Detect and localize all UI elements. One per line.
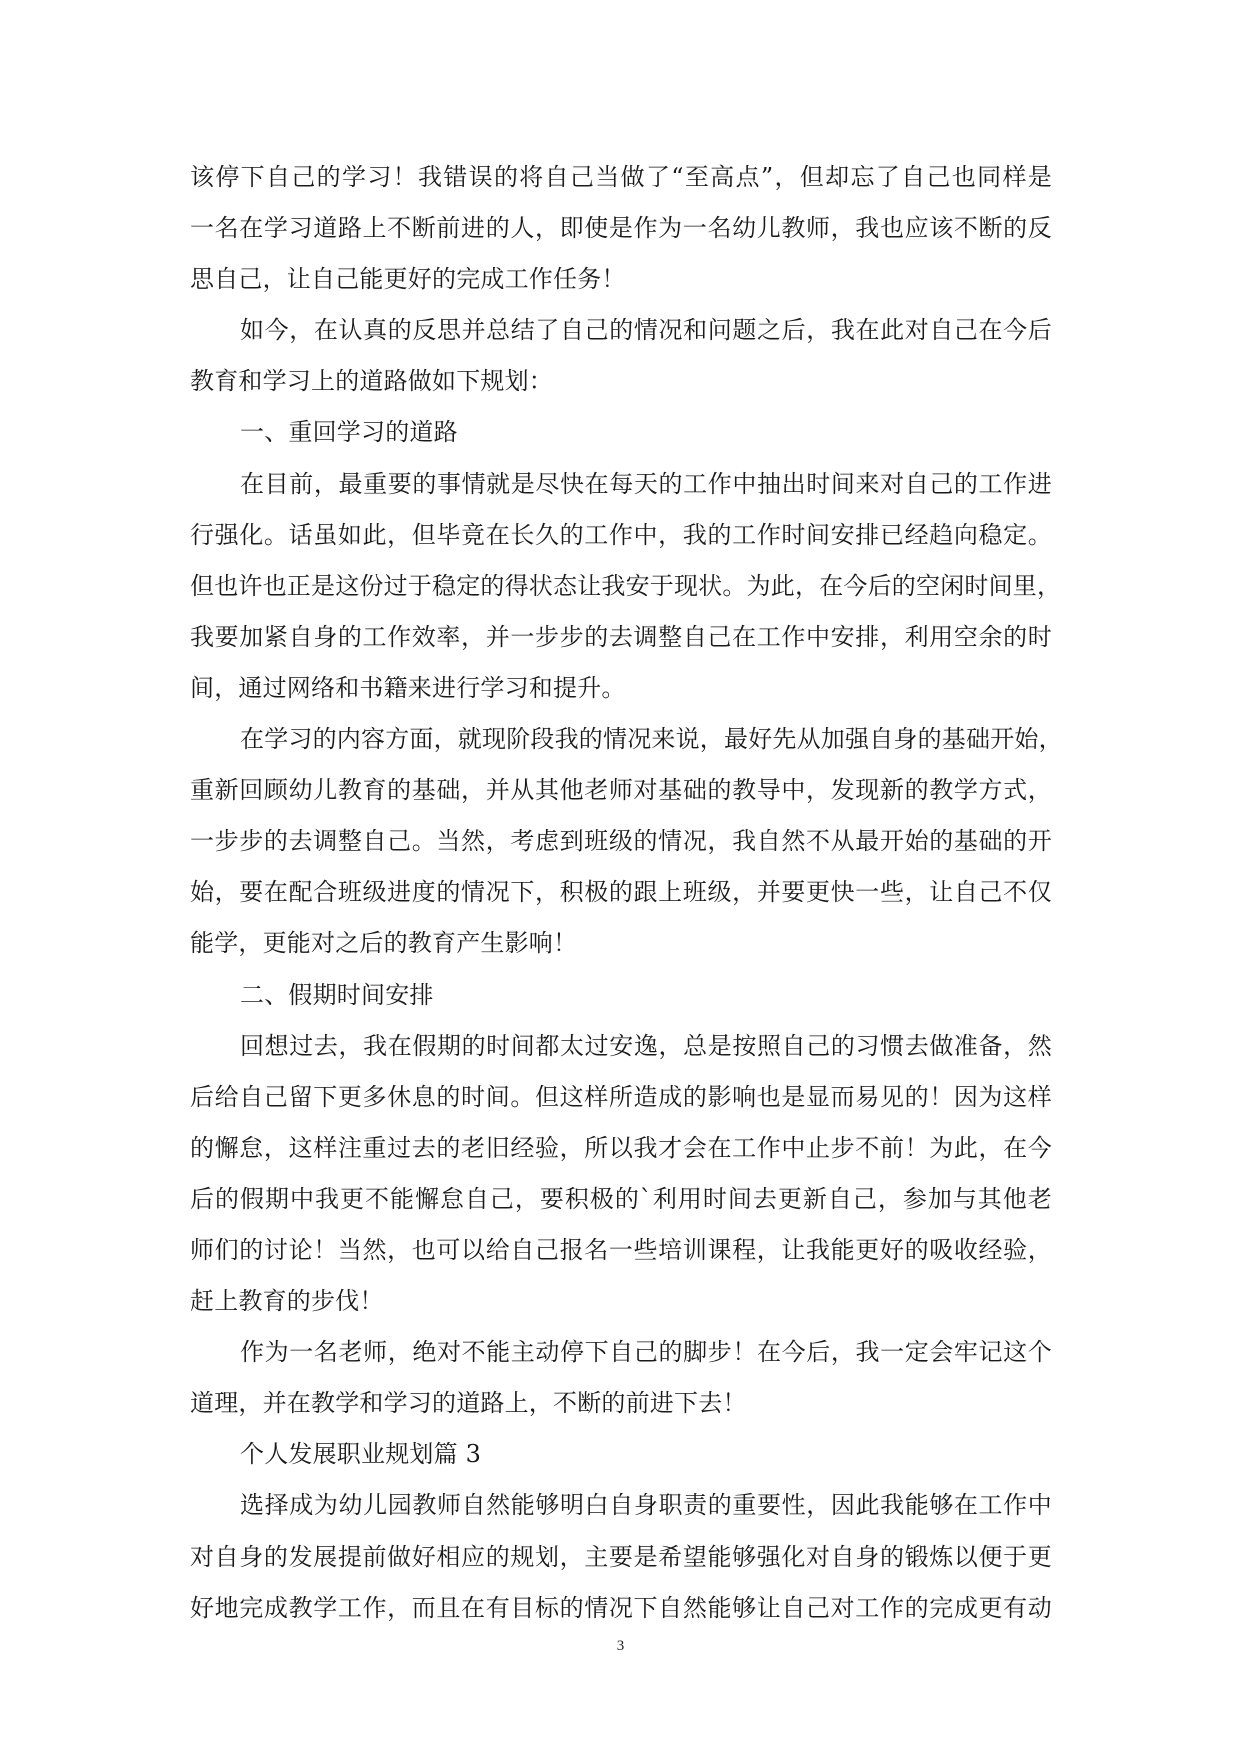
- text-line: 作为一名老师，绝对不能主动停下自己的脚步！在今后，我一定会牢记这个: [240, 1338, 1052, 1367]
- text-line: 师们的讨论！当然，也可以给自己报名一些培训课程，让我能更好的吸收经验，: [190, 1235, 1052, 1264]
- text-line: 在学习的内容方面，就现阶段我的情况来说，最好先从加强自身的基础开始，: [240, 725, 1063, 754]
- text-line: 对自身的发展提前做好相应的规划，主要是希望能够强化对自身的锻炼以便于更: [190, 1542, 1052, 1571]
- text-line: 教育和学习上的道路做如下规划：: [190, 367, 553, 396]
- section-heading: 一、重回学习的道路: [240, 418, 458, 447]
- text-line: 后的假期中我更不能懈怠自己，要积极的`利用时间去更新自己，参加与其他老: [190, 1184, 1052, 1213]
- text-line: 选择成为幼儿园教师自然能够明白自身职责的重要性，因此我能够在工作中: [240, 1491, 1052, 1520]
- text-line: 行强化。话虽如此，但毕竟在长久的工作中，我的工作时间安排已经趋向稳定。: [190, 520, 1052, 549]
- text-line: 但也许也正是这份过于稳定的得状态让我安于现状。为此，在今后的空闲时间里，: [190, 571, 1062, 600]
- text-line: 赶上教育的步伐！: [190, 1287, 384, 1316]
- article-heading: 个人发展职业规划篇 3: [240, 1440, 482, 1469]
- text-line: 能学，更能对之后的教育产生影响！: [190, 929, 578, 958]
- text-line: 我要加紧自身的工作效率，并一步步的去调整自己在工作中安排，利用空余的时: [190, 622, 1052, 651]
- text-line: 重新回顾幼儿教育的基础，并从其他老师对基础的教导中，发现新的教学方式，: [190, 776, 1052, 805]
- text-line: 该停下自己的学习！我错误的将自己当做了“至高点”，但却忘了自己也同样是: [190, 163, 1052, 191]
- text-line: 如今，在认真的反思并总结了自己的情况和问题之后，我在此对自己在今后: [240, 316, 1052, 345]
- text-line: 一步步的去调整自己。当然，考虑到班级的情况，我自然不从最开始的基础的开: [190, 827, 1052, 856]
- text-line: 后给自己留下更多休息的时间。但这样所造成的影响也是显而易见的！因为这样: [190, 1082, 1052, 1111]
- page-number: 3: [616, 1638, 625, 1654]
- text-line: 始，要在配合班级进度的情况下，积极的跟上班级，并要更快一些，让自己不仅: [190, 878, 1052, 907]
- text-line: 的懈怠，这样注重过去的老旧经验，所以我才会在工作中止步不前！为此，在今: [190, 1133, 1052, 1162]
- text-line: 回想过去，我在假期的时间都太过安逸，总是按照自己的习惯去做准备，然: [240, 1031, 1052, 1060]
- section-heading: 二、假期时间安排: [240, 980, 434, 1009]
- text-line: 道理，并在教学和学习的道路上，不断的前进下去！: [190, 1389, 747, 1418]
- document-body: [190, 152, 1063, 1634]
- text-line: 在目前，最重要的事情就是尽快在每天的工作中抽出时间来对自己的工作进: [240, 469, 1052, 498]
- text-line: 一名在学习道路上不断前进的人，即使是作为一名幼儿教师，我也应该不断的反: [190, 214, 1052, 243]
- text-line: 间，通过网络和书籍来进行学习和提升。: [190, 673, 626, 702]
- text-line: 思自己，让自己能更好的完成工作任务！: [190, 265, 626, 294]
- text-line: 好地完成教学工作，而且在有目标的情况下自然能够让自己对工作的完成更有动: [190, 1593, 1052, 1622]
